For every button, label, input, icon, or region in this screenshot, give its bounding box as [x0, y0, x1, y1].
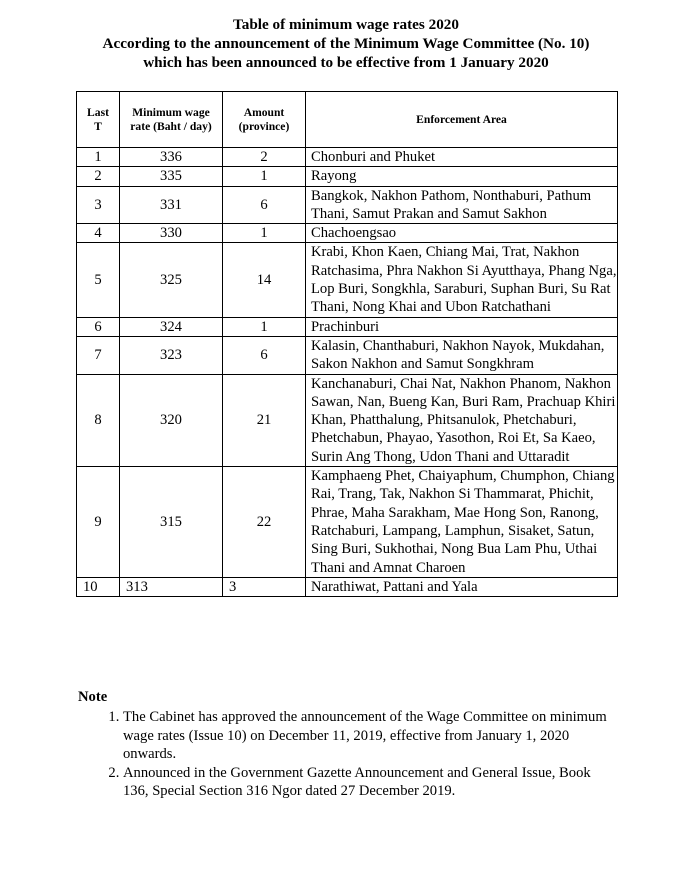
note-item: 2. Announced in the Government Gazette Announcement and General Issue, Book 136, Special Section 316 Ngor dated 27 December 2019.	[123, 764, 618, 801]
title-line-3: which has been announced to be effective from 1 January 2020	[143, 54, 549, 71]
cell-area: Narathiwat, Pattani and Yala	[306, 577, 618, 596]
cell-area: Chonburi and Phuket	[306, 148, 618, 167]
cell-area: Rayong	[306, 167, 618, 186]
header-last-t: Last T	[77, 92, 120, 148]
cell-rate: 335	[120, 167, 223, 186]
table-row	[77, 467, 618, 578]
cell-rate: 313	[120, 577, 223, 596]
title-line-1: Table of minimum wage rates 2020	[233, 16, 459, 33]
cell-rate: 315	[120, 467, 223, 578]
cell-rate: 330	[120, 224, 223, 243]
cell-amount: 22	[223, 467, 306, 578]
table-row	[77, 317, 618, 336]
cell-last: 2	[77, 167, 120, 186]
note-item: 1. The Cabinet has approved the announcement of the Wage Committee on minimum wage rates (Issue 10) on December 11, 2019, effective from January 1, 2020 onwards.	[123, 708, 618, 763]
cell-amount: 6	[223, 186, 306, 224]
cell-rate: 323	[120, 336, 223, 374]
cell-amount: 1	[223, 167, 306, 186]
cell-area: Bangkok, Nakhon Pathom, Nonthaburi, Pathum Thani, Samut Prakan and Samut Sakhon	[306, 186, 618, 224]
cell-amount: 21	[223, 374, 306, 466]
cell-rate: 336	[120, 148, 223, 167]
cell-amount: 3	[223, 577, 306, 596]
cell-last: 1	[77, 148, 120, 167]
table-row	[77, 243, 618, 317]
cell-rate: 331	[120, 186, 223, 224]
document-title	[0, 15, 692, 72]
cell-amount: 2	[223, 148, 306, 167]
cell-last: 6	[77, 317, 120, 336]
table-row	[77, 148, 618, 167]
table-header-row	[77, 92, 618, 148]
table-row	[77, 577, 618, 596]
cell-last: 4	[77, 224, 120, 243]
cell-rate: 325	[120, 243, 223, 317]
cell-rate: 320	[120, 374, 223, 466]
cell-area: Krabi, Khon Kaen, Chiang Mai, Trat, Nakhon Ratchasima, Phra Nakhon Si Ayutthaya, Phang Nga, Lop Buri, Songkhla, Saraburi, Suphan Buri, Su Rat Thani, Nong Khai and Ubon Ratchathani	[306, 243, 618, 317]
header-amount: Amount (province)	[223, 92, 306, 148]
note-section	[78, 688, 618, 802]
cell-amount: 14	[223, 243, 306, 317]
header-rate: Minimum wage rate (Baht / day)	[120, 92, 223, 148]
table-row	[77, 374, 618, 466]
cell-area: Kanchanaburi, Chai Nat, Nakhon Phanom, Nakhon Sawan, Nan, Bueng Kan, Buri Ram, Prachuap Khiri Khan, Phatthalung, Phitsanulok, Phetchaburi, Phetchabun, Phayao, Yasothon, Roi Et, Sa Kaeo, Surin Ang Thong, Udon Thani and Uttaradit	[306, 374, 618, 466]
table-row	[77, 224, 618, 243]
cell-rate: 324	[120, 317, 223, 336]
cell-amount: 1	[223, 224, 306, 243]
table-row	[77, 167, 618, 186]
cell-amount: 6	[223, 336, 306, 374]
cell-last: 9	[77, 467, 120, 578]
cell-last: 3	[77, 186, 120, 224]
cell-area: Kalasin, Chanthaburi, Nakhon Nayok, Mukdahan, Sakon Nakhon and Samut Songkhram	[306, 336, 618, 374]
cell-last: 10	[77, 577, 120, 596]
header-area: Enforcement Area	[306, 92, 618, 148]
cell-amount: 1	[223, 317, 306, 336]
cell-area: Prachinburi	[306, 317, 618, 336]
table-row	[77, 186, 618, 224]
table-row	[77, 336, 618, 374]
minimum-wage-table	[76, 91, 618, 597]
cell-area: Kamphaeng Phet, Chaiyaphum, Chumphon, Chiang Rai, Trang, Tak, Nakhon Si Thammarat, Phichit, Phrae, Maha Sarakham, Mae Hong Son, Ranong, Ratchaburi, Lampang, Lamphun, Sisaket, Satun, Sing Buri, Sukhothai, Nong Bua Lam Phu, Uthai Thani and Amnat Charoen	[306, 467, 618, 578]
note-title: Note	[78, 689, 108, 705]
title-line-2: According to the announcement of the Minimum Wage Committee (No. 10)	[102, 35, 590, 52]
cell-last: 8	[77, 374, 120, 466]
cell-last: 5	[77, 243, 120, 317]
cell-last: 7	[77, 336, 120, 374]
note-list	[78, 708, 618, 800]
cell-area: Chachoengsao	[306, 224, 618, 243]
